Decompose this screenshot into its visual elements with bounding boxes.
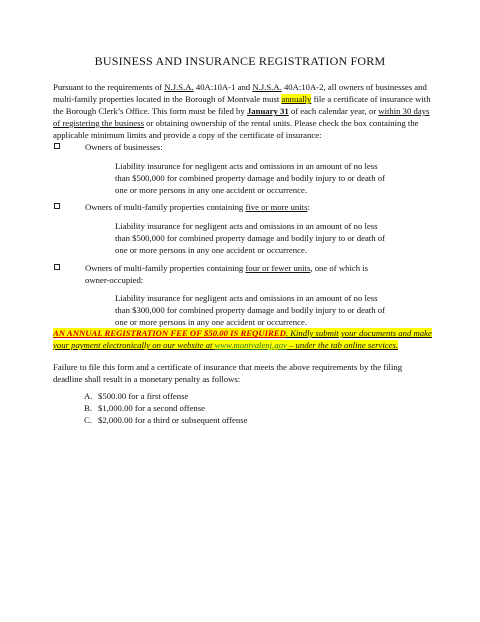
option-label (85, 262, 385, 286)
statute-ref: N.J.S.A. (252, 82, 282, 92)
intro-text: 40A:10A-2, all owners of businesses and multi-family properties located in the Borough of Montvale must (53, 82, 427, 104)
penalty-letter: A. (84, 391, 93, 401)
penalty-item (84, 414, 247, 426)
option-label-text: Owners of multi-family properties containing (85, 202, 246, 212)
statute-ref: N.J.S.A. (164, 82, 194, 92)
option-label (85, 201, 385, 213)
option-label-text: Owners of multi-family properties containing (85, 263, 246, 273)
fee-required: AN ANNUAL REGISTRATION FEE OF $50.00 IS REQUIRED (53, 328, 286, 338)
option-desc-four-or-fewer: Liability insurance for negligent acts and omissions in an amount of no less than $300,000 for combined property damage and bodily injury to or death of one or more persons in any one accident or occurrence. (115, 293, 385, 327)
penalty-letter: B. (84, 403, 92, 413)
intro-text: or obtaining ownership of the rental units. Please check the box containing the applicable minimum limits and provide a copy of the certificate of insurance: (53, 118, 419, 140)
option-label-underlined: four or fewer units (245, 263, 311, 273)
penalty-letter: C. (84, 415, 92, 425)
option-label: Owners of businesses: (85, 142, 163, 152)
option-label-text: : (307, 202, 310, 212)
intro-text: 40A:10A-1 and (193, 82, 253, 92)
checkbox-four-or-fewer[interactable] (54, 264, 60, 270)
option-desc-businesses: Liability insurance for negligent acts and omissions in an amount of no less than $500,000 for combined property damage and bodily injury to or death of one or more persons in any one accident or occurrence. (115, 161, 385, 195)
option-desc-five-or-more: Liability insurance for negligent acts and omissions in an amount of no less than $500,000 for combined property damage and bodily injury to or death of one or more persons in any one accident or occurrence. (115, 221, 385, 255)
website-link[interactable]: www.montvalenj.gov (214, 340, 287, 350)
fee-text: . Kindly submit your documents and make your payment electronically on our website at (53, 328, 432, 350)
failure-paragraph: Failure to file this form and a certificate of insurance that meets the above requirements by the filing deadline shall result in a monetary penalty as follows: (53, 362, 403, 384)
form-title: BUSINESS AND INSURANCE REGISTRATION FORM (94, 54, 386, 68)
deadline-date: January 31 (246, 106, 289, 116)
intro-text: of each calendar year, or (288, 106, 379, 116)
option-label-underlined: five or more units (245, 202, 308, 212)
intro-paragraph (53, 81, 433, 141)
intro-text: file a certificate of insurance with the Borough Clerk’s Office. This form must be filed by (53, 94, 431, 116)
penalty-list (84, 390, 247, 426)
option-label-text: , one of which is owner-occupied: (85, 263, 369, 285)
checkbox-five-or-more[interactable] (54, 203, 60, 209)
fee-text: – under the tab online services. (286, 340, 399, 350)
annually-highlight: annually (281, 94, 312, 104)
within-30-days: within 30 days of registering the business (53, 106, 430, 128)
penalty-text: $500.00 for a first offense (98, 391, 189, 401)
penalty-item (84, 390, 247, 402)
checkbox-businesses[interactable] (54, 143, 60, 149)
fee-notice (53, 327, 433, 351)
penalty-text: $1,000.00 for a second offense (98, 403, 205, 413)
intro-text: Pursuant to the requirements of (53, 82, 165, 92)
penalty-item (84, 402, 247, 414)
penalty-text: $2,000.00 for a third or subsequent offense (98, 415, 248, 425)
